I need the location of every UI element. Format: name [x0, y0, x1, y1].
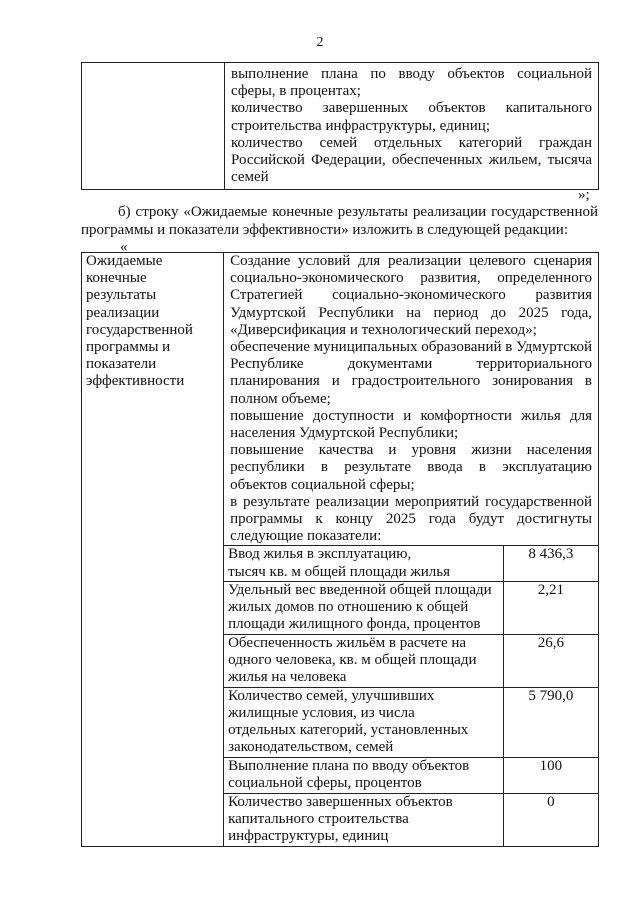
indicator-name	[224, 757, 504, 793]
text-line: эффективности	[86, 373, 185, 390]
text-line: социальной сферы, процентов	[228, 774, 422, 791]
closing-quote: »;	[578, 187, 590, 203]
indicator-value-text: 2,21	[537, 581, 564, 598]
description-text	[230, 253, 592, 545]
text-line: обеспечение муниципальных образований в Удмуртской	[230, 339, 592, 356]
indicator-value	[503, 687, 598, 757]
text-line: объектов социальной сферы;	[230, 476, 415, 493]
indicator-value	[503, 793, 598, 846]
top-table-text	[231, 66, 592, 186]
text-line: капитального строительства	[228, 810, 409, 827]
main-table-description-cell	[224, 253, 599, 546]
text-line: выполнение плана по вводу объектов социальной	[231, 66, 592, 82]
text-line: программы к концу 2025 года будут достигнуты	[230, 511, 592, 528]
text-line: Количество семей, улучшивших	[228, 687, 435, 704]
text-line: в результате реализации мероприятий государственной	[230, 493, 592, 510]
main-table	[81, 252, 599, 847]
page-number: 2	[316, 35, 324, 50]
text-line: Российской Федерации, обеспеченных жильем, тысяча	[231, 152, 592, 169]
text-line: законодательством, семей	[228, 739, 394, 756]
text-line: государственной	[86, 321, 193, 338]
text-line: населения Удмуртской Республики;	[230, 425, 459, 442]
text-line: республики в результате ввода в эксплуатацию	[230, 459, 592, 476]
text-line: жилищные условия, из числа	[228, 705, 415, 722]
text-line: Обеспеченность жильём в расчете на	[228, 634, 467, 651]
indicator-value-text: 0	[547, 793, 555, 810]
row-header	[86, 253, 217, 391]
text-line: программы и	[86, 339, 171, 356]
text-line: повышение доступности и комфортности жилья для	[230, 407, 592, 424]
text-line: полном объеме;	[230, 390, 331, 407]
text-line: отдельных категорий, установленных	[228, 722, 469, 739]
text-line: следующие показатели:	[230, 528, 382, 545]
text-line: реализации	[86, 304, 160, 321]
indicator-value-text: 100	[539, 757, 563, 774]
main-table-left-cell	[82, 253, 224, 847]
indicator-name	[224, 581, 504, 634]
text-line: планирования и градостроительного зонирования в	[230, 373, 592, 390]
indicator-name	[224, 546, 504, 581]
text-line: повышение качества и уровня жизни населения	[230, 442, 592, 459]
indicator-value-text: 8 436,3	[528, 546, 574, 563]
text-line: Удельный вес введенной общей площади	[228, 581, 492, 598]
indicator-name	[224, 687, 504, 757]
text-line: площади жилищного фонда, процентов	[228, 616, 481, 633]
paragraph-b-line1: б) строку «Ожидаемые конечные результаты реализации государственной	[118, 204, 598, 220]
text-line: Выполнение плана по вводу объектов	[228, 757, 470, 774]
text-line: жилья на человека	[228, 669, 347, 686]
opening-quote: «	[120, 239, 128, 255]
indicator-value	[503, 581, 598, 634]
text-line: инфраструктуры, единиц	[228, 828, 389, 845]
text-line: Ожидаемые	[86, 253, 163, 269]
top-table-left-cell	[82, 63, 225, 190]
indicator-value	[503, 634, 598, 687]
text-line: Удмуртской Республики на период до 2025 года,	[230, 304, 592, 321]
indicator-name	[224, 793, 504, 846]
indicator-value-text: 26,6	[537, 634, 564, 651]
text-line: одного человека, кв. м общей площади	[228, 652, 477, 669]
text-line: Создание условий для реализации целевого сценария	[230, 253, 592, 269]
indicator-name	[224, 634, 504, 687]
text-line: количество семей отдельных категорий граждан	[231, 134, 592, 151]
top-table-right-cell	[225, 63, 599, 190]
text-line: конечные	[86, 270, 147, 287]
text-line: результаты	[86, 287, 157, 304]
text-line: жилых домов по отношению к общей	[228, 599, 469, 616]
indicator-value-text: 5 790,0	[528, 687, 574, 704]
text-line: социально-экономического развития, определенного	[230, 270, 592, 287]
text-line: семей	[231, 169, 269, 186]
text-line: строительства инфраструктуры, единиц;	[231, 117, 490, 134]
indicator-value	[503, 546, 598, 581]
text-line: Республике документами территориального	[230, 356, 592, 373]
top-table	[81, 62, 599, 190]
text-line: тысяч кв. м общей площади жилья	[228, 563, 451, 580]
indicator-value	[503, 757, 598, 793]
text-line: Стратегией социально-экономического развития	[230, 287, 592, 304]
paragraph-b-line2: программы и показатели эффективности» изложить в следующей редакции:	[81, 222, 568, 238]
text-line: Ввод жилья в эксплуатацию,	[228, 546, 412, 563]
text-line: количество завершенных объектов капитального	[231, 100, 592, 117]
text-line: Количество завершенных объектов	[228, 793, 453, 810]
text-line: «Диверсификация и технологический переход»;	[230, 321, 537, 338]
text-line: показатели	[86, 356, 157, 373]
text-line: сферы, в процентах;	[231, 83, 361, 100]
